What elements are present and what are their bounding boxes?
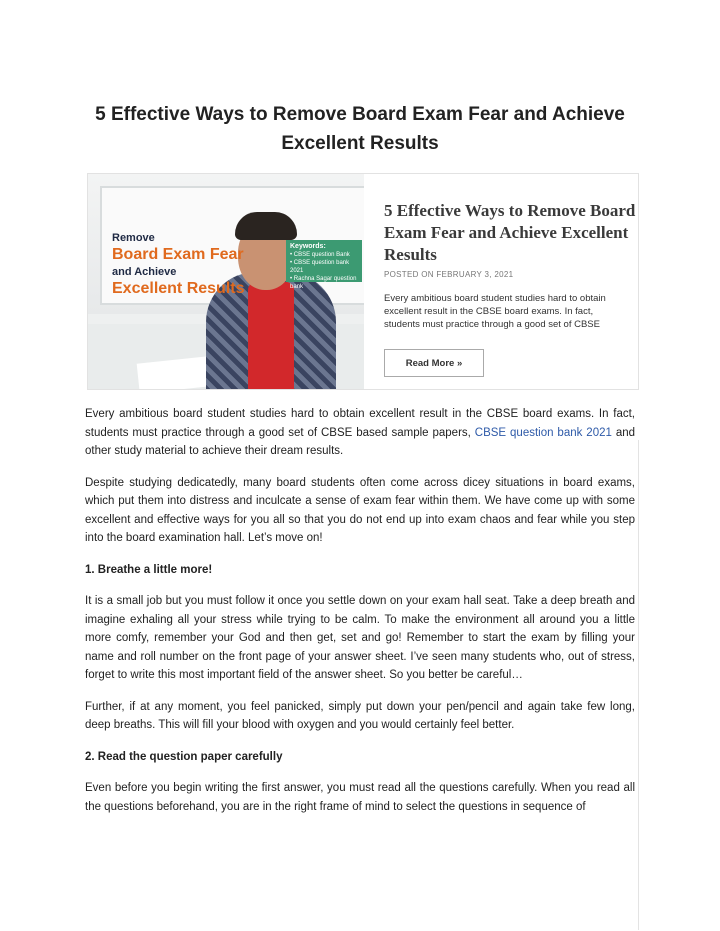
banner-card-title: 5 Effective Ways to Remove Board Exam Fear and Achieve Excellent Results bbox=[384, 201, 636, 264]
article-banner-image bbox=[87, 173, 639, 390]
banner-excerpt: Every ambitious board student studies hard to obtain excellent result in the CBSE board exams. In fact, students must practice through a good set of CBSE bbox=[384, 293, 606, 330]
paragraph: It is a small job but you must follow it once you settle down on your exam hall seat. Take a deep breath and imagine exhaling all your stress while trying to be calm. To make the environment all around you a little more comfy, remember your God and then get, set and go! Remember to start the exam by filling your name and roll number on the front page of your answer sheet. I’ve seen many students who, out of stress, forget to write this most important field of the answer sheet. So you better be careful… bbox=[85, 595, 635, 681]
page-title: 5 Effective Ways to Remove Board Exam Fear and Achieve Excellent Results bbox=[95, 104, 625, 154]
keyword-item: • CBSE question Bank bbox=[290, 252, 350, 258]
paragraph: Even before you begin writing the first answer, you must read all the questions carefully. When you read all the questions beforehand, you are in the right frame of mind to select the questions in sequence of bbox=[85, 782, 635, 813]
paragraph: Despite studying dedicatedly, many board students often come across dicey situations in board exams, which put them into distress and inculcate a sense of exam fear within them. We have come up with some excellent and effective ways for you all so that you do not end up into exam chaos and fear while you step into the board examination hall. Let’s move on! bbox=[85, 476, 635, 544]
banner-line-3: and Achieve bbox=[112, 266, 177, 278]
read-more-button: Read More » bbox=[384, 349, 484, 377]
banner-line-4: Excellent Results bbox=[112, 280, 245, 297]
banner-line-1: Remove bbox=[112, 232, 155, 244]
cbse-question-bank-link[interactable]: CBSE question bank 2021 bbox=[474, 426, 612, 439]
article-body bbox=[85, 405, 635, 829]
banner-card bbox=[384, 174, 638, 389]
keywords-label: Keywords: bbox=[290, 243, 326, 250]
banner-posted-date: POSTED ON FEBRUARY 3, 2021 bbox=[384, 270, 514, 279]
paragraph: Every ambitious board student studies hard to obtain excellent result in the CBSE board exams. In fact, students must practice through a good set of CBSE based sample papers, CBSE question bank 2021 and other study material to achieve their dream results. bbox=[85, 408, 636, 457]
section-heading: 1. Breathe a little more! bbox=[85, 563, 213, 576]
paragraph: Further, if at any moment, you feel panicked, simply put down your pen/pencil and again take few long, deep breaths. This will fill your blood with oxygen and you would certainly feel better. bbox=[85, 700, 635, 731]
keyword-item: • CBSE question bank 2021 bbox=[290, 260, 350, 274]
banner-line-2: Board Exam Fear bbox=[112, 246, 244, 263]
section-heading: 2. Read the question paper carefully bbox=[85, 750, 283, 763]
keyword-item: • Rachna Sagar question bank bbox=[290, 276, 357, 290]
banner-photo bbox=[88, 174, 364, 389]
page-edge-divider bbox=[638, 440, 639, 930]
keywords-box bbox=[286, 240, 362, 290]
